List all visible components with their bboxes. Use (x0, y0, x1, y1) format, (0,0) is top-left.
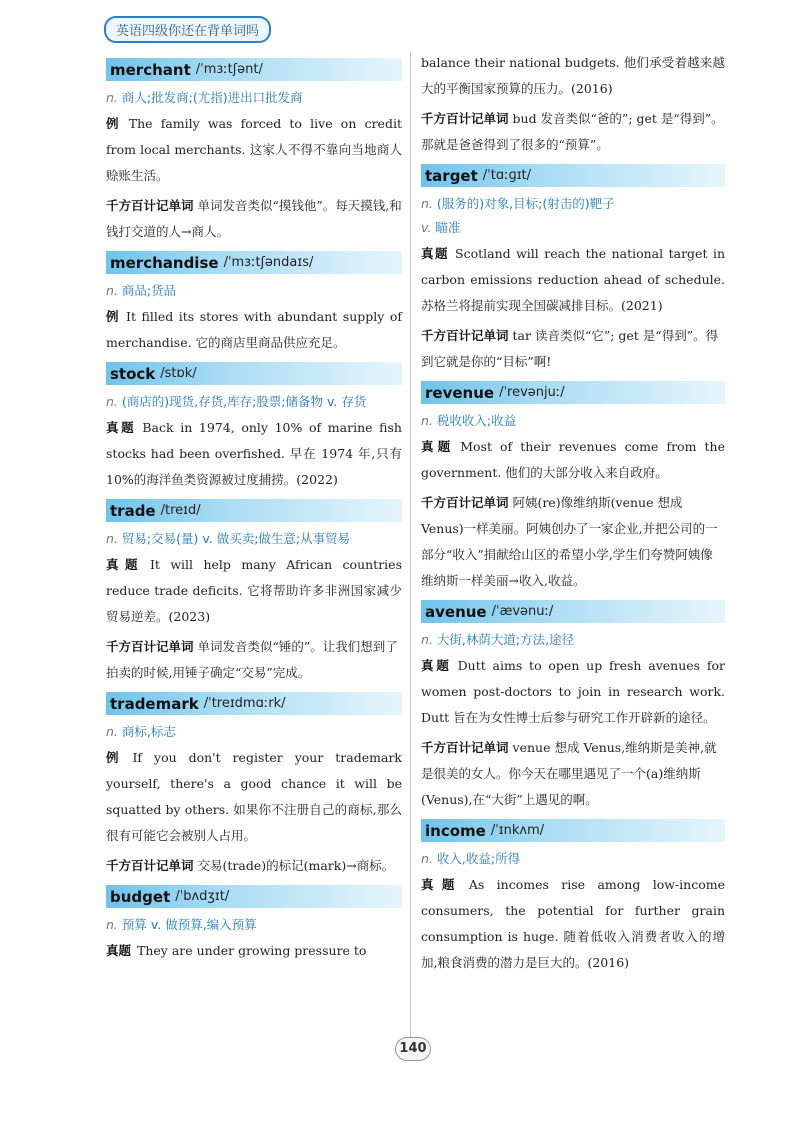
definition-text: 税收收入;收益 (436, 413, 517, 428)
example-text: As incomes rise among low-income consumers, the potential for further grain consumption is huge. 随着低收入消费者收入的增加,粮食消费的潜力是巨大的。(2016) (421, 877, 725, 970)
example-label: 例 (106, 309, 121, 324)
part-of-speech: n. (106, 531, 118, 546)
memory-tip (421, 323, 725, 375)
headword-bar (106, 251, 402, 274)
memory-tip (421, 735, 725, 813)
example-text: Scotland will reach the national target in carbon emissions reduction ahead of schedule. 苏格兰将提前实现全国碳减排目标。(2021) (421, 246, 725, 313)
headword-bar (421, 381, 725, 404)
word-entry (106, 362, 402, 493)
headword-bar (106, 499, 402, 522)
word-entry (106, 58, 402, 245)
definition-text: 商品;货品 (121, 283, 177, 298)
example-sentence (106, 938, 402, 964)
headword-bar (106, 58, 402, 81)
definition (106, 391, 402, 413)
example-text: Back in 1974, only 10% of marine fish stocks had been overfished. 早在 1974 年,只有 10%的海洋鱼类资源被过度捕捞。(2022) (106, 420, 402, 487)
definition (106, 87, 402, 109)
word-entry (106, 499, 402, 686)
definition (421, 217, 725, 239)
part-of-speech: n. (106, 724, 118, 739)
phonetic: /ˈtreɪdmɑːrk/ (203, 696, 286, 711)
memory-tip-text: bud 发音类似“爸的”; get 是“得到”。那就是爸爸得到了很多的“预算”。 (421, 111, 724, 152)
example-text: It will help many African countries reduce trade deficits. 它将帮助许多非洲国家减少贸易逆差。(2023) (106, 557, 402, 624)
example-sentence (106, 415, 402, 493)
part-of-speech: n. (106, 90, 118, 105)
example-label: 真题 (106, 943, 132, 958)
phonetic: /stɒk/ (160, 366, 197, 381)
word-entry (421, 600, 725, 813)
headword: merchandise (110, 253, 219, 272)
definition-text: 商标,标志 (121, 724, 176, 739)
right-column (421, 50, 725, 982)
headword: budget (110, 887, 171, 906)
headword: income (425, 821, 486, 840)
memory-tip-text: 阿姨(re)像维纳斯(venue 想成 Venus)一样美丽。阿姨创办了一家企业,并把公司的一部分“收入”捐献给山区的希望小学,学生们夸赞阿姨像维纳斯一样美丽→收入,收益。 (421, 495, 718, 588)
example-label: 真题 (421, 439, 455, 454)
phonetic: /ˈbʌdʒɪt/ (175, 889, 230, 904)
memory-tip-text: tar 读音类似“它”; get 是“得到”。得到它就是你的“目标”啊! (421, 328, 719, 369)
memory-tip-text: venue 想成 Venus,维纳斯是美神,就是很美的女人。你今天在哪里遇见了一个(a)维纳斯(Venus),在“大街”上遇见的啊。 (421, 740, 717, 807)
memory-tip-text: 交易(trade)的标记(mark)→商标。 (197, 858, 395, 873)
definition (421, 629, 725, 651)
definition (421, 410, 725, 432)
memory-tip-label: 千方百计记单词 (421, 495, 509, 510)
memory-tip (106, 853, 402, 879)
part-of-speech: n. (421, 632, 433, 647)
example-text: They are under growing pressure to (137, 943, 367, 958)
headword: merchant (110, 60, 191, 79)
headword: trademark (110, 694, 199, 713)
definition (421, 193, 725, 215)
headword-bar (421, 164, 725, 187)
part-of-speech: n. (106, 394, 118, 409)
word-entry (421, 819, 725, 976)
phonetic: /ˈmɜːtʃəndaɪs/ (223, 255, 314, 270)
headword-bar (106, 885, 402, 908)
definition-text: 商人;批发商;(尤指)进出口批发商 (121, 90, 303, 105)
page-header: 英语四级你还在背单词吗 (104, 16, 271, 43)
part-of-speech: n. (421, 413, 433, 428)
example-text: balance their national budgets. 他们承受着越来越大的平衡国家预算的压力。(2016) (421, 55, 725, 96)
example-label: 例 (106, 116, 123, 131)
example-sentence (421, 241, 725, 319)
phonetic: /treɪd/ (160, 503, 201, 518)
page-number: 140 (395, 1037, 431, 1061)
example-label: 真题 (421, 877, 463, 892)
definition-text: 预算 v. 做预算,编入预算 (121, 917, 257, 932)
definition-text: (服务的)对象,目标;(射击的)靶子 (436, 196, 615, 211)
word-entry (106, 251, 402, 356)
definition (106, 280, 402, 302)
definition-text: 瞄准 (435, 220, 461, 235)
memory-tip-label: 千方百计记单词 (106, 198, 194, 213)
headword-bar (106, 692, 402, 715)
memory-tip-label: 千方百计记单词 (421, 740, 509, 755)
word-entry (106, 885, 402, 964)
word-entry (421, 164, 725, 375)
definition (106, 528, 402, 550)
example-text: Dutt aims to open up fresh avenues for women post-doctors to join in research work. Dutt 旨在为女性博士后参与研究工作开辟新的途径。 (421, 658, 725, 725)
column-divider (410, 52, 411, 1037)
headword-bar (421, 600, 725, 623)
example-text: If you don't register your trademark yourself, there's a good chance it will be squatted by others. 如果你不注册自己的商标,那么很有可能它会被别人占用。 (106, 750, 402, 843)
example-sentence (421, 434, 725, 486)
definition (421, 848, 725, 870)
memory-tip (421, 490, 725, 594)
phonetic: /ˈmɜːtʃənt/ (195, 62, 263, 77)
definition (106, 721, 402, 743)
memory-tip-label: 千方百计记单词 (106, 858, 194, 873)
example-label: 真题 (106, 557, 144, 572)
phonetic: /ˈtɑːɡɪt/ (482, 168, 532, 183)
memory-tip-label: 千方百计记单词 (421, 328, 509, 343)
left-column (106, 58, 402, 970)
memory-tip-text: 单词发音类似“锤的”。让我们想到了拍卖的时候,用锤子确定“交易”完成。 (106, 639, 398, 680)
example-sentence (421, 50, 725, 102)
part-of-speech: n. (106, 917, 118, 932)
example-text: The family was forced to live on credit from local merchants. 这家人不得不靠向当地商人赊账生活。 (106, 116, 402, 183)
memory-tip-label: 千方百计记单词 (421, 111, 509, 126)
part-of-speech: n. (421, 196, 433, 211)
example-sentence (421, 653, 725, 731)
phonetic: /ˈɪnkʌm/ (490, 823, 545, 838)
definition-text: 收入,收益;所得 (436, 851, 521, 866)
headword: revenue (425, 383, 495, 402)
part-of-speech: n. (106, 283, 118, 298)
example-label: 例 (106, 750, 127, 765)
headword-bar (421, 819, 725, 842)
memory-tip (106, 193, 402, 245)
headword: trade (110, 501, 156, 520)
definition-text: (商店的)现货,存货,库存;股票;储备物 v. 存货 (121, 394, 367, 409)
memory-tip (421, 106, 725, 158)
word-entry (106, 692, 402, 879)
headword: avenue (425, 602, 487, 621)
example-label: 真题 (106, 420, 137, 435)
part-of-speech: n. (421, 851, 433, 866)
definition-text: 大街,林荫大道;方法,途径 (436, 632, 575, 647)
definition-text: 贸易;交易(量) v. 做买卖;做生意;从事贸易 (121, 531, 351, 546)
memory-tip-text: 单词发音类似“摸钱他”。每天摸钱,和钱打交道的人→商人。 (106, 198, 402, 239)
memory-tip-label: 千方百计记单词 (106, 639, 194, 654)
example-text: It filled its stores with abundant supply of merchandise. 它的商店里商品供应充足。 (106, 309, 402, 350)
example-sentence (106, 304, 402, 356)
phonetic: /ˈævənuː/ (491, 604, 554, 619)
example-label: 真题 (421, 246, 450, 261)
headword: stock (110, 364, 156, 383)
part-of-speech: v. (421, 220, 432, 235)
word-entry (421, 381, 725, 594)
phonetic: /ˈrevənjuː/ (499, 385, 565, 400)
example-text: Most of their revenues come from the government. 他们的大部分收入来自政府。 (421, 439, 725, 480)
example-sentence (106, 111, 402, 189)
word-entry (421, 50, 725, 158)
definition (106, 914, 402, 936)
headword: target (425, 166, 478, 185)
example-label: 真题 (421, 658, 452, 673)
example-sentence (421, 872, 725, 976)
headword-bar (106, 362, 402, 385)
memory-tip (106, 634, 402, 686)
example-sentence (106, 552, 402, 630)
example-sentence (106, 745, 402, 849)
